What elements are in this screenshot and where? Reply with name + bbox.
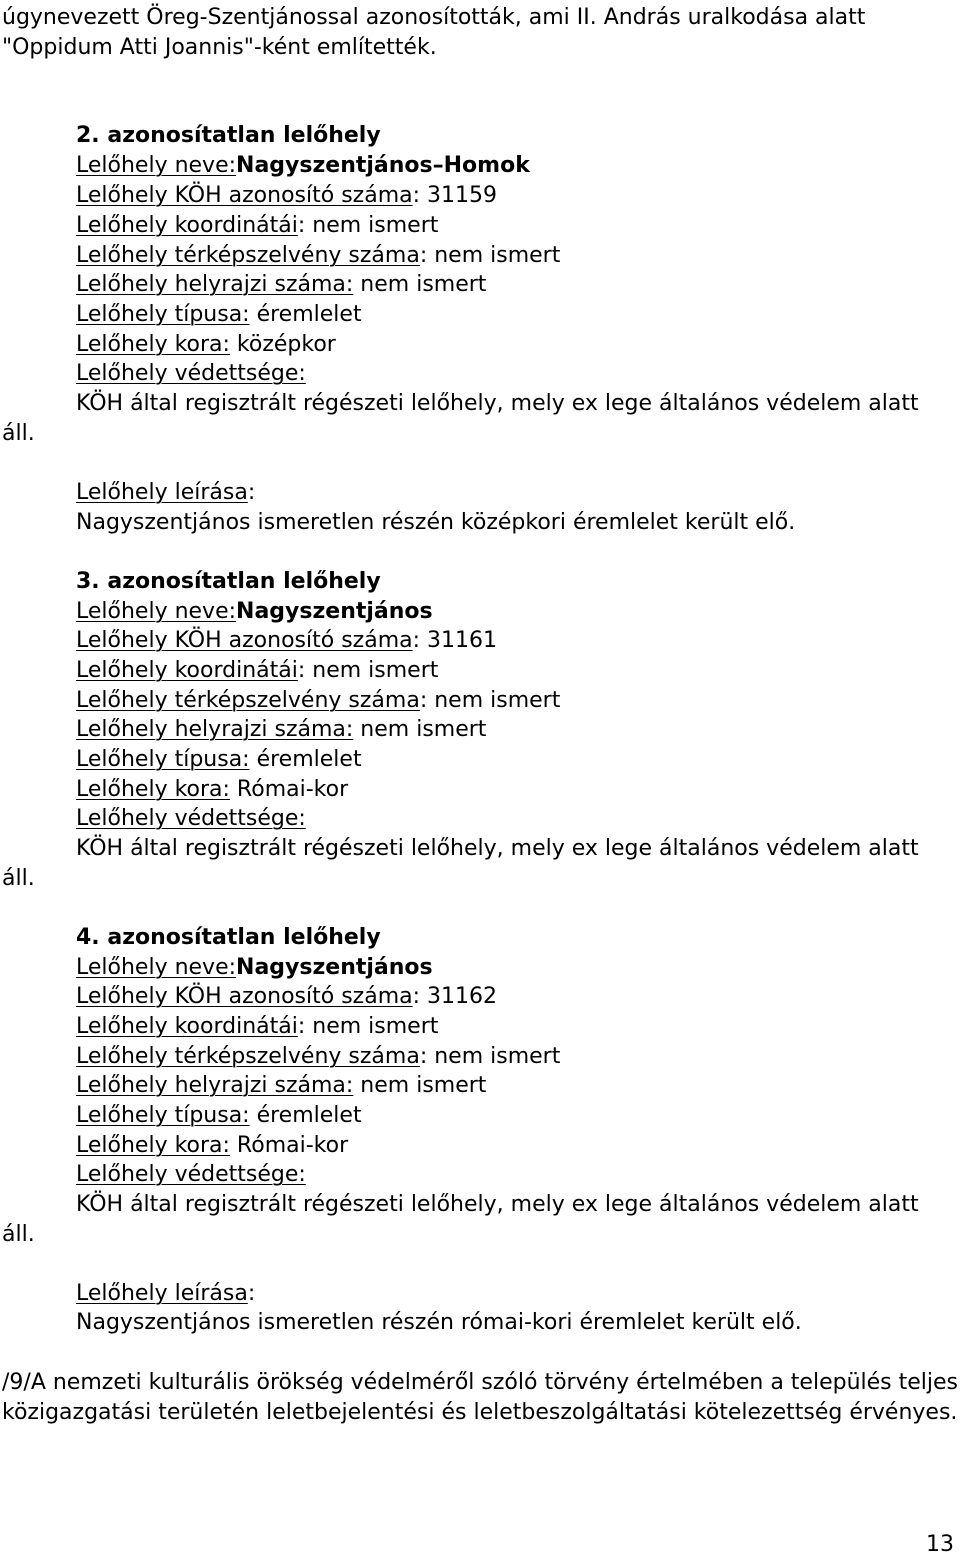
site-heading xyxy=(76,121,381,151)
site-age-value: Római-kor xyxy=(229,1133,349,1158)
site-plot-row xyxy=(76,715,486,745)
site-plot-row xyxy=(76,270,486,300)
site-plot-value: nem ismert xyxy=(353,272,487,297)
site-desc-colon: : xyxy=(247,480,256,505)
site-koh-value: : 31162 xyxy=(412,984,497,1009)
page-number: 13 xyxy=(926,1532,954,1557)
site-heading xyxy=(76,923,381,953)
site-koh-row xyxy=(76,982,497,1012)
site-name-row xyxy=(76,953,433,983)
site-coord-row xyxy=(76,1012,438,1042)
site-coord-row xyxy=(76,211,438,241)
site-type-value: éremlelet xyxy=(249,302,362,327)
site-name-label: Lelőhely neve: xyxy=(76,955,237,980)
site-desc-label-row xyxy=(76,1279,255,1309)
site-type-value: éremlelet xyxy=(249,1103,362,1128)
site-name-value: Nagyszentjános–Homok xyxy=(236,153,530,178)
site-type-row xyxy=(76,745,362,775)
site-age-row xyxy=(76,775,348,805)
site-type-label: Lelőhely típusa: xyxy=(76,1103,250,1128)
site-protection-value: KÖH által regisztrált régészeti lelőhely, mely ex lege általános védelem alatt xyxy=(76,836,919,861)
site-number: 2. xyxy=(76,123,100,148)
site-coord-label: Lelőhely koordinátái xyxy=(76,1014,298,1039)
site-plot-value: nem ismert xyxy=(353,717,487,742)
site-number: 4. xyxy=(76,925,100,950)
site-plot-label: Lelőhely helyrajzi száma: xyxy=(76,1073,354,1098)
site-age-value: középkor xyxy=(229,332,336,357)
site-age-row xyxy=(76,1131,348,1161)
site-desc-value: Nagyszentjános ismeretlen részén középkori éremlelet került elő. xyxy=(76,510,796,535)
site-name-label: Lelőhely neve: xyxy=(76,599,237,624)
site-plot-value: nem ismert xyxy=(353,1073,487,1098)
site-plot-label: Lelőhely helyrajzi száma: xyxy=(76,717,354,742)
site-map-label: Lelőhely térképszelvény száma xyxy=(76,243,420,268)
site-type-label: Lelőhely típusa: xyxy=(76,747,250,772)
closing-paragraph: /9/A nemzeti kulturális örökség védelméről szóló törvény értelmében a település teljes közigazgatási területén leletbejelentési és leletbeszolgáltatási kötelezettség érvényes. xyxy=(2,1370,959,1425)
site-map-value: : nem ismert xyxy=(419,243,561,268)
site-koh-value: : 31161 xyxy=(412,628,497,653)
site-desc-label-row xyxy=(76,478,255,508)
site-coord-value: : nem ismert xyxy=(297,658,439,683)
site-coord-row xyxy=(76,656,438,686)
intro-line-1: úgynevezett Öreg-Szentjánossal azonosították, ami II. András uralkodása alatt xyxy=(2,5,866,30)
site-coord-label: Lelőhely koordinátái xyxy=(76,658,298,683)
site-number: 3. xyxy=(76,569,100,594)
site-name-value: Nagyszentjános xyxy=(236,955,433,980)
site-heading-text: azonosítatlan lelőhely xyxy=(107,569,381,594)
site-map-row xyxy=(76,686,560,716)
site-koh-label: Lelőhely KÖH azonosító száma xyxy=(76,628,413,653)
site-name-row xyxy=(76,597,433,627)
site-desc-label: Lelőhely leírása xyxy=(76,480,248,505)
site-protection-label: Lelőhely védettsége: xyxy=(76,806,306,831)
site-heading-text: azonosítatlan lelőhely xyxy=(107,925,381,950)
site-protection-cont: áll. xyxy=(2,1222,35,1247)
site-heading xyxy=(76,567,381,597)
site-name-row xyxy=(76,151,530,181)
site-coord-label: Lelőhely koordinátái xyxy=(76,213,298,238)
site-protection-cont: áll. xyxy=(2,866,35,891)
site-protection-value: KÖH által regisztrált régészeti lelőhely, mely ex lege általános védelem alatt xyxy=(76,1192,919,1217)
site-koh-label: Lelőhely KÖH azonosító száma xyxy=(76,984,413,1009)
site-age-value: Római-kor xyxy=(229,777,349,802)
site-type-row xyxy=(76,300,362,330)
site-coord-value: : nem ismert xyxy=(297,213,439,238)
site-protection-value: KÖH által regisztrált régészeti lelőhely, mely ex lege általános védelem alatt xyxy=(76,391,919,416)
site-type-row xyxy=(76,1101,362,1131)
site-map-row xyxy=(76,1042,560,1072)
site-age-label: Lelőhely kora: xyxy=(76,1133,230,1158)
site-desc-colon: : xyxy=(247,1281,256,1306)
site-name-label: Lelőhely neve: xyxy=(76,153,237,178)
site-koh-value: : 31159 xyxy=(412,183,497,208)
site-age-label: Lelőhely kora: xyxy=(76,777,230,802)
site-age-row xyxy=(76,330,336,360)
site-desc-label: Lelőhely leírása xyxy=(76,1281,248,1306)
intro-line-2: "Oppidum Atti Joannis"-ként említették. xyxy=(2,35,437,60)
site-map-label: Lelőhely térképszelvény száma xyxy=(76,1044,420,1069)
site-map-value: : nem ismert xyxy=(419,688,561,713)
site-koh-label: Lelőhely KÖH azonosító száma xyxy=(76,183,413,208)
site-map-row xyxy=(76,241,560,271)
site-plot-row xyxy=(76,1071,486,1101)
site-protection-cont: áll. xyxy=(2,421,35,446)
site-type-value: éremlelet xyxy=(249,747,362,772)
site-name-value: Nagyszentjános xyxy=(236,599,433,624)
site-map-label: Lelőhely térképszelvény száma xyxy=(76,688,420,713)
site-type-label: Lelőhely típusa: xyxy=(76,302,250,327)
site-plot-label: Lelőhely helyrajzi száma: xyxy=(76,272,354,297)
site-koh-row xyxy=(76,626,497,656)
site-heading-text: azonosítatlan lelőhely xyxy=(107,123,381,148)
site-koh-row xyxy=(76,181,497,211)
site-age-label: Lelőhely kora: xyxy=(76,332,230,357)
site-protection-label: Lelőhely védettsége: xyxy=(76,1162,306,1187)
site-desc-value: Nagyszentjános ismeretlen részén római-kori éremlelet került elő. xyxy=(76,1310,802,1335)
site-map-value: : nem ismert xyxy=(419,1044,561,1069)
site-coord-value: : nem ismert xyxy=(297,1014,439,1039)
site-protection-label: Lelőhely védettsége: xyxy=(76,361,306,386)
